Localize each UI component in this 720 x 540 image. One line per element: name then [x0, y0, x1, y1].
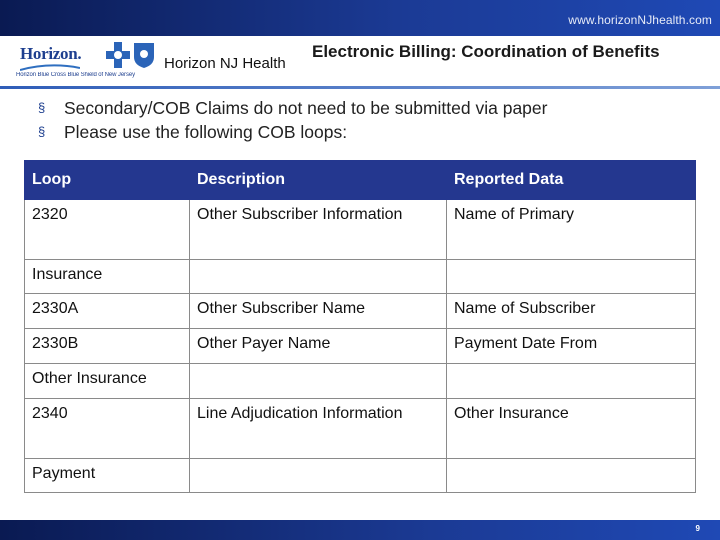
cell-description: [190, 364, 447, 399]
bullet-text: Secondary/COB Claims do not need to be submitted via paper: [64, 98, 548, 118]
page-number: 9: [695, 524, 700, 533]
cob-loops-table: [24, 160, 696, 493]
horizon-logo-caption: Horizon Blue Cross Blue Shield of New Jersey: [16, 72, 135, 78]
cell-loop: Insurance: [25, 260, 190, 294]
site-url: www.horizonNJhealth.com: [568, 13, 712, 27]
bullet-list: [38, 96, 698, 144]
company-name: Horizon NJ Health: [164, 55, 286, 72]
table-row: [25, 459, 696, 493]
table-header-row: [25, 161, 696, 200]
footer-bar: [0, 520, 720, 540]
bullet-marker: §: [38, 124, 46, 139]
header-divider: [0, 86, 720, 89]
table-row: [25, 294, 696, 329]
cell-description: Other Subscriber Name: [190, 294, 447, 329]
cell-loop: 2330A: [25, 294, 190, 329]
bullet-marker: §: [38, 100, 46, 115]
cell-reported-data: [447, 364, 696, 399]
table-row: [25, 329, 696, 364]
cell-reported-data: Name of Primary: [447, 200, 696, 260]
cell-reported-data: Other Insurance: [447, 399, 696, 459]
cell-reported-data: Name of Subscriber: [447, 294, 696, 329]
table-row: [25, 364, 696, 399]
blue-cross-blue-shield-icon: [106, 41, 156, 69]
top-header-bar: [0, 0, 720, 36]
bullet-item: [38, 96, 698, 120]
logo-swoosh-icon: [20, 64, 80, 72]
table-row: [25, 260, 696, 294]
bullet-text: Please use the following COB loops:: [64, 122, 348, 142]
cell-loop: 2320: [25, 200, 190, 260]
cell-loop: 2340: [25, 399, 190, 459]
column-header-description: Description: [190, 161, 447, 200]
column-header-loop: Loop: [25, 161, 190, 200]
slide-title: Electronic Billing: Coordination of Benefits: [312, 42, 660, 61]
cell-loop: Other Insurance: [25, 364, 190, 399]
horizon-logo-text: Horizon.: [20, 44, 82, 63]
cell-description: Other Payer Name: [190, 329, 447, 364]
cell-loop: Payment: [25, 459, 190, 493]
table-row: [25, 200, 696, 260]
cell-reported-data: [447, 260, 696, 294]
cell-description: [190, 459, 447, 493]
cell-description: Other Subscriber Information: [190, 200, 447, 260]
cell-reported-data: [447, 459, 696, 493]
column-header-reported-data: Reported Data: [447, 161, 696, 200]
cell-reported-data: Payment Date From: [447, 329, 696, 364]
bullet-item: [38, 120, 698, 144]
cell-description: Line Adjudication Information: [190, 399, 447, 459]
cell-loop: 2330B: [25, 329, 190, 364]
cell-description: [190, 260, 447, 294]
table-row: [25, 399, 696, 459]
